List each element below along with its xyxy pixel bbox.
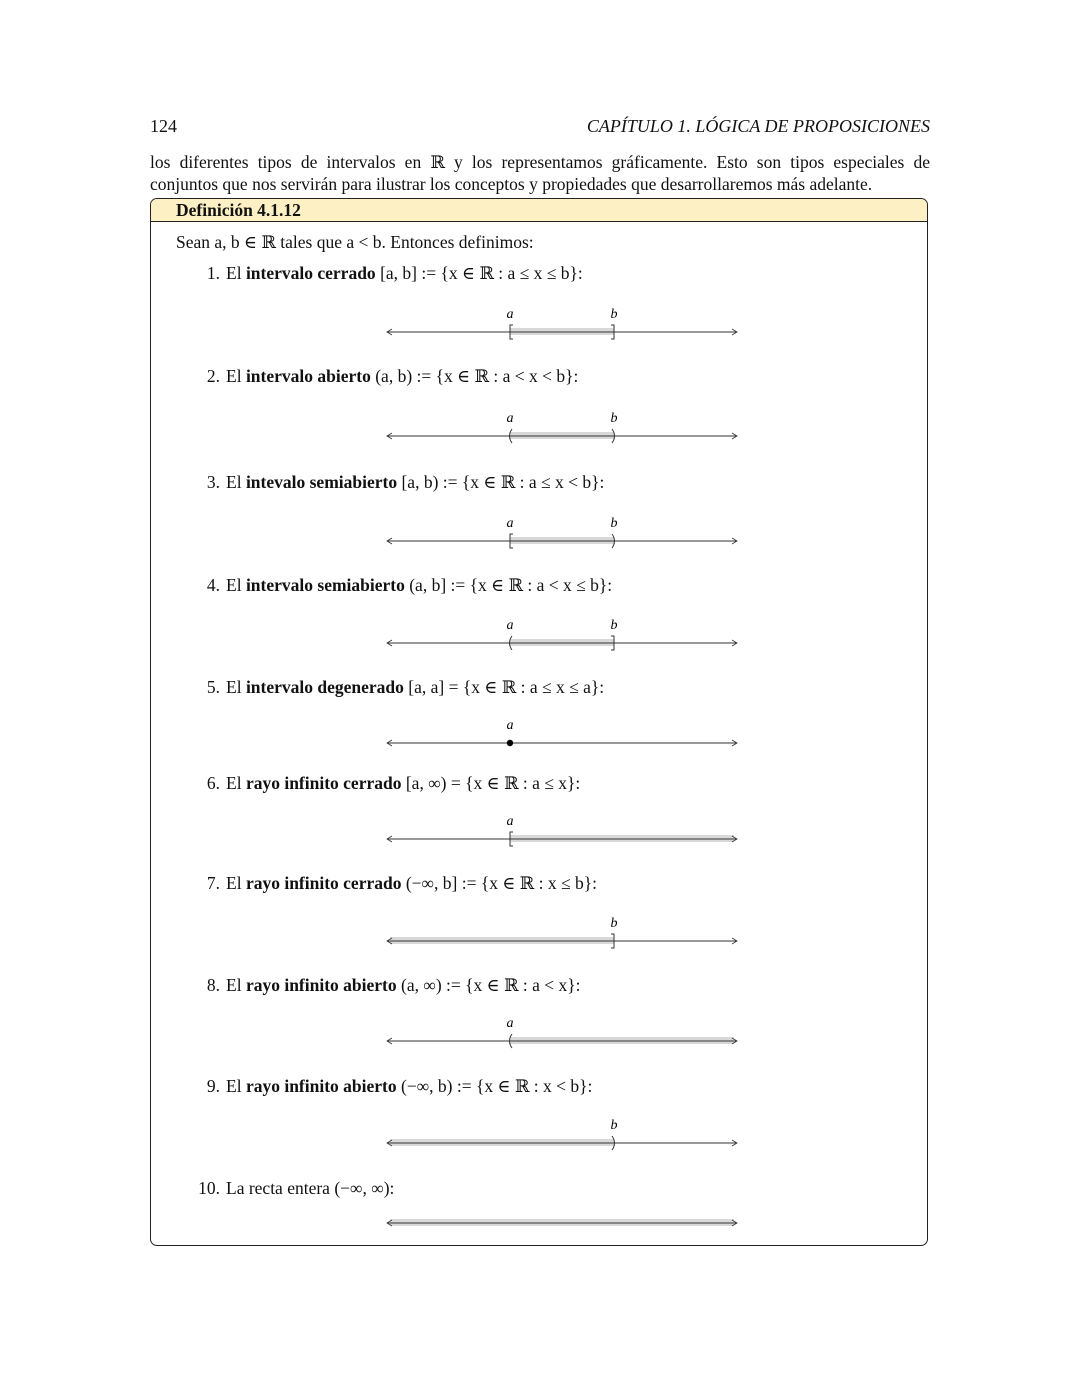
label-a: a	[506, 307, 514, 322]
item-number: 6.	[206, 773, 220, 793]
label-a: a	[506, 411, 514, 426]
item-formula: (−∞, ∞):	[334, 1178, 395, 1198]
number-line	[380, 1118, 750, 1168]
item-formula: (−∞, b) := {x ∈ ℝ : x < b}:	[396, 1076, 593, 1096]
number-line	[380, 1198, 750, 1248]
number-line	[380, 516, 750, 566]
item-term: rayo infinito abierto	[245, 975, 397, 995]
label-a: a	[506, 814, 514, 829]
item-formula: [a, b) := {x ∈ ℝ : a ≤ x < b}:	[397, 472, 605, 492]
definition-intro: Sean a, b ∈ ℝ tales que a < b. Entonces definimos:	[176, 232, 534, 252]
definition-item	[176, 263, 583, 284]
number-line	[380, 618, 750, 668]
definition-item	[176, 873, 597, 894]
definition-item	[176, 677, 604, 698]
intro-paragraph	[150, 151, 930, 195]
item-formula: [a, ∞) = {x ∈ ℝ : a ≤ x}:	[401, 773, 581, 793]
item-formula: [a, a] = {x ∈ ℝ : a ≤ x ≤ a}:	[403, 677, 605, 697]
item-number: 5.	[206, 677, 220, 697]
number-line	[380, 1016, 750, 1066]
item-term: intervalo abierto	[245, 366, 371, 386]
label-b: b	[610, 307, 618, 322]
item-prefix: El	[226, 975, 246, 995]
item-number: 8.	[206, 975, 220, 995]
number-line	[380, 307, 750, 357]
label-b: b	[610, 1118, 618, 1133]
number-line	[380, 814, 750, 864]
label-b: b	[610, 916, 618, 931]
item-formula: (a, ∞) := {x ∈ ℝ : a < x}:	[396, 975, 581, 995]
definition-item	[176, 575, 612, 596]
number-line	[380, 411, 750, 461]
number-line	[380, 718, 750, 768]
label-a: a	[506, 1016, 514, 1031]
item-number: 2.	[206, 366, 220, 386]
item-formula: (a, b] := {x ∈ ℝ : a < x ≤ b}:	[404, 575, 613, 595]
chapter-header: CAPÍTULO 1. LÓGICA DE PROPOSICIONES	[586, 116, 930, 136]
item-prefix: El	[226, 263, 246, 283]
paragraph-line: conjuntos que nos servirán para ilustrar los conceptos y propiedades que desarrollaremos más adelante.	[150, 174, 873, 194]
item-prefix: El	[226, 1076, 246, 1096]
label-b: b	[610, 516, 618, 531]
item-term: intervalo degenerado	[245, 677, 404, 697]
item-prefix: El	[226, 773, 246, 793]
label-b: b	[610, 411, 618, 426]
label-a: a	[506, 618, 514, 633]
page-number: 124	[150, 116, 177, 136]
item-prefix: El	[226, 575, 246, 595]
definition-item	[176, 773, 580, 794]
definition-item	[176, 472, 604, 493]
label-b: b	[610, 618, 618, 633]
item-term: rayo infinito abierto	[245, 1076, 397, 1096]
item-formula: [a, b] := {x ∈ ℝ : a ≤ x ≤ b}:	[375, 263, 583, 283]
definition-item	[176, 975, 581, 996]
endpoint-dot	[507, 740, 513, 746]
item-term: intervalo cerrado	[245, 263, 376, 283]
label-a: a	[506, 718, 514, 733]
item-prefix: El	[226, 677, 246, 697]
item-formula: (−∞, b] := {x ∈ ℝ : x ≤ b}:	[401, 873, 597, 893]
item-number: 10.	[198, 1178, 220, 1198]
item-prefix: El	[226, 366, 246, 386]
item-term: intevalo semiabierto	[245, 472, 398, 492]
item-number: 9.	[206, 1076, 220, 1096]
definition-item	[176, 1076, 592, 1097]
item-prefix: La recta entera	[226, 1178, 335, 1198]
item-term: rayo infinito cerrado	[245, 873, 402, 893]
definition-item	[176, 1178, 394, 1199]
number-line	[380, 916, 750, 966]
item-formula: (a, b) := {x ∈ ℝ : a < x < b}:	[370, 366, 579, 386]
definition-item	[176, 366, 578, 387]
item-prefix: El	[226, 472, 246, 492]
item-prefix: El	[226, 873, 246, 893]
item-term: rayo infinito cerrado	[245, 773, 402, 793]
definition-title: Definición 4.1.12	[151, 199, 927, 222]
item-number: 4.	[206, 575, 220, 595]
item-number: 3.	[206, 472, 220, 492]
paragraph-line: los diferentes tipos de intervalos en ℝ y los representamos gráficamente. Esto son tipos especiales de	[150, 152, 930, 172]
label-a: a	[506, 516, 514, 531]
item-number: 7.	[206, 873, 220, 893]
item-number: 1.	[206, 263, 220, 283]
item-term: intervalo semiabierto	[245, 575, 405, 595]
